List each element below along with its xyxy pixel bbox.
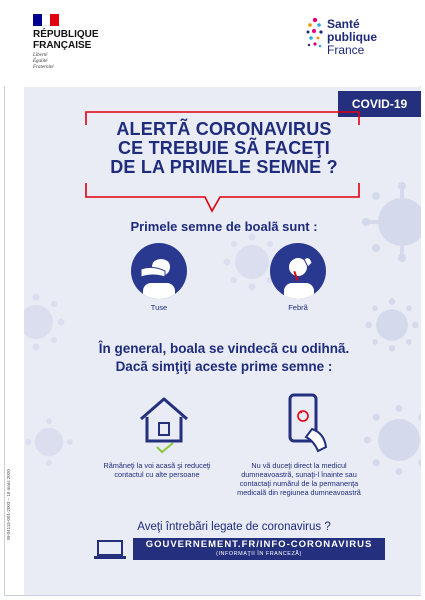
sante-publique-wordmark bbox=[327, 18, 377, 57]
title-line-3: DE LA PRIMELE SEMNE ? bbox=[110, 157, 338, 177]
general-line-2: Dacã simţiţi aceste prime semne : bbox=[115, 359, 333, 374]
fever-icon bbox=[270, 243, 326, 299]
general-info bbox=[52, 340, 396, 376]
info-panel bbox=[24, 87, 421, 595]
republic-motto bbox=[33, 53, 54, 71]
info-url-note: (INFORMAŢII ÎN FRANCEZÃ) bbox=[216, 551, 302, 557]
spf-line-1: Santé bbox=[327, 17, 360, 31]
general-line-1: În general, boala se vindecã cu odihnã. bbox=[98, 341, 350, 356]
info-url-link[interactable] bbox=[133, 538, 385, 560]
spf-line-2: publique bbox=[327, 30, 377, 44]
phone-icon bbox=[276, 389, 336, 455]
sante-publique-logo-icon bbox=[306, 16, 324, 52]
cough-label: Tuse bbox=[150, 303, 168, 312]
main-title bbox=[64, 120, 384, 177]
document-reference: W-04115-001-2003 – 18 mars 2020 bbox=[6, 469, 11, 540]
title-line-2: CE TREBUIE SÃ FACEŢI bbox=[117, 138, 331, 158]
republique-francaise-logo bbox=[33, 29, 99, 51]
footer-question: Aveţi întrebãri legate de coronavirus ? bbox=[137, 521, 331, 533]
laptop-icon bbox=[94, 540, 126, 560]
info-url[interactable]: GOUVERNEMENT.FR/INFO-CORONAVIRUS bbox=[145, 539, 373, 550]
republic-line-2: FRANÇAISE bbox=[33, 40, 92, 51]
spf-line-3: France bbox=[327, 43, 365, 57]
covid-19-tag: COVID-19 bbox=[338, 91, 421, 117]
french-flag-icon bbox=[33, 14, 59, 26]
republic-line-1: RÉPUBLIQUE bbox=[33, 29, 99, 40]
virus-decoration-icon bbox=[364, 405, 421, 475]
virus-decoration-icon bbox=[24, 417, 74, 467]
header bbox=[0, 0, 425, 86]
stay-home-advice: Rãmâneţi la voi acasã şi reduceţi contactul cu alte persoane bbox=[103, 461, 211, 479]
call-doctor-advice: Nu vã duceţi direct la medicul dumneavoastrã, sunaţi-l înainte sau contactaţi numãrul de la permanenţa medicalã din regiunea dumneavoastrã bbox=[237, 461, 361, 497]
motto-egalite: Égalité bbox=[33, 59, 48, 64]
symptoms-heading: Primele semne de boalã sunt : bbox=[130, 219, 318, 234]
cough-icon bbox=[131, 243, 187, 299]
motto-liberte: Liberté bbox=[33, 53, 48, 58]
title-line-1: ALERTÃ CORONAVIRUS bbox=[116, 119, 332, 139]
house-icon bbox=[131, 389, 197, 455]
motto-fraternite: Fraternité bbox=[33, 65, 54, 70]
fever-label: Febrã bbox=[288, 303, 308, 312]
